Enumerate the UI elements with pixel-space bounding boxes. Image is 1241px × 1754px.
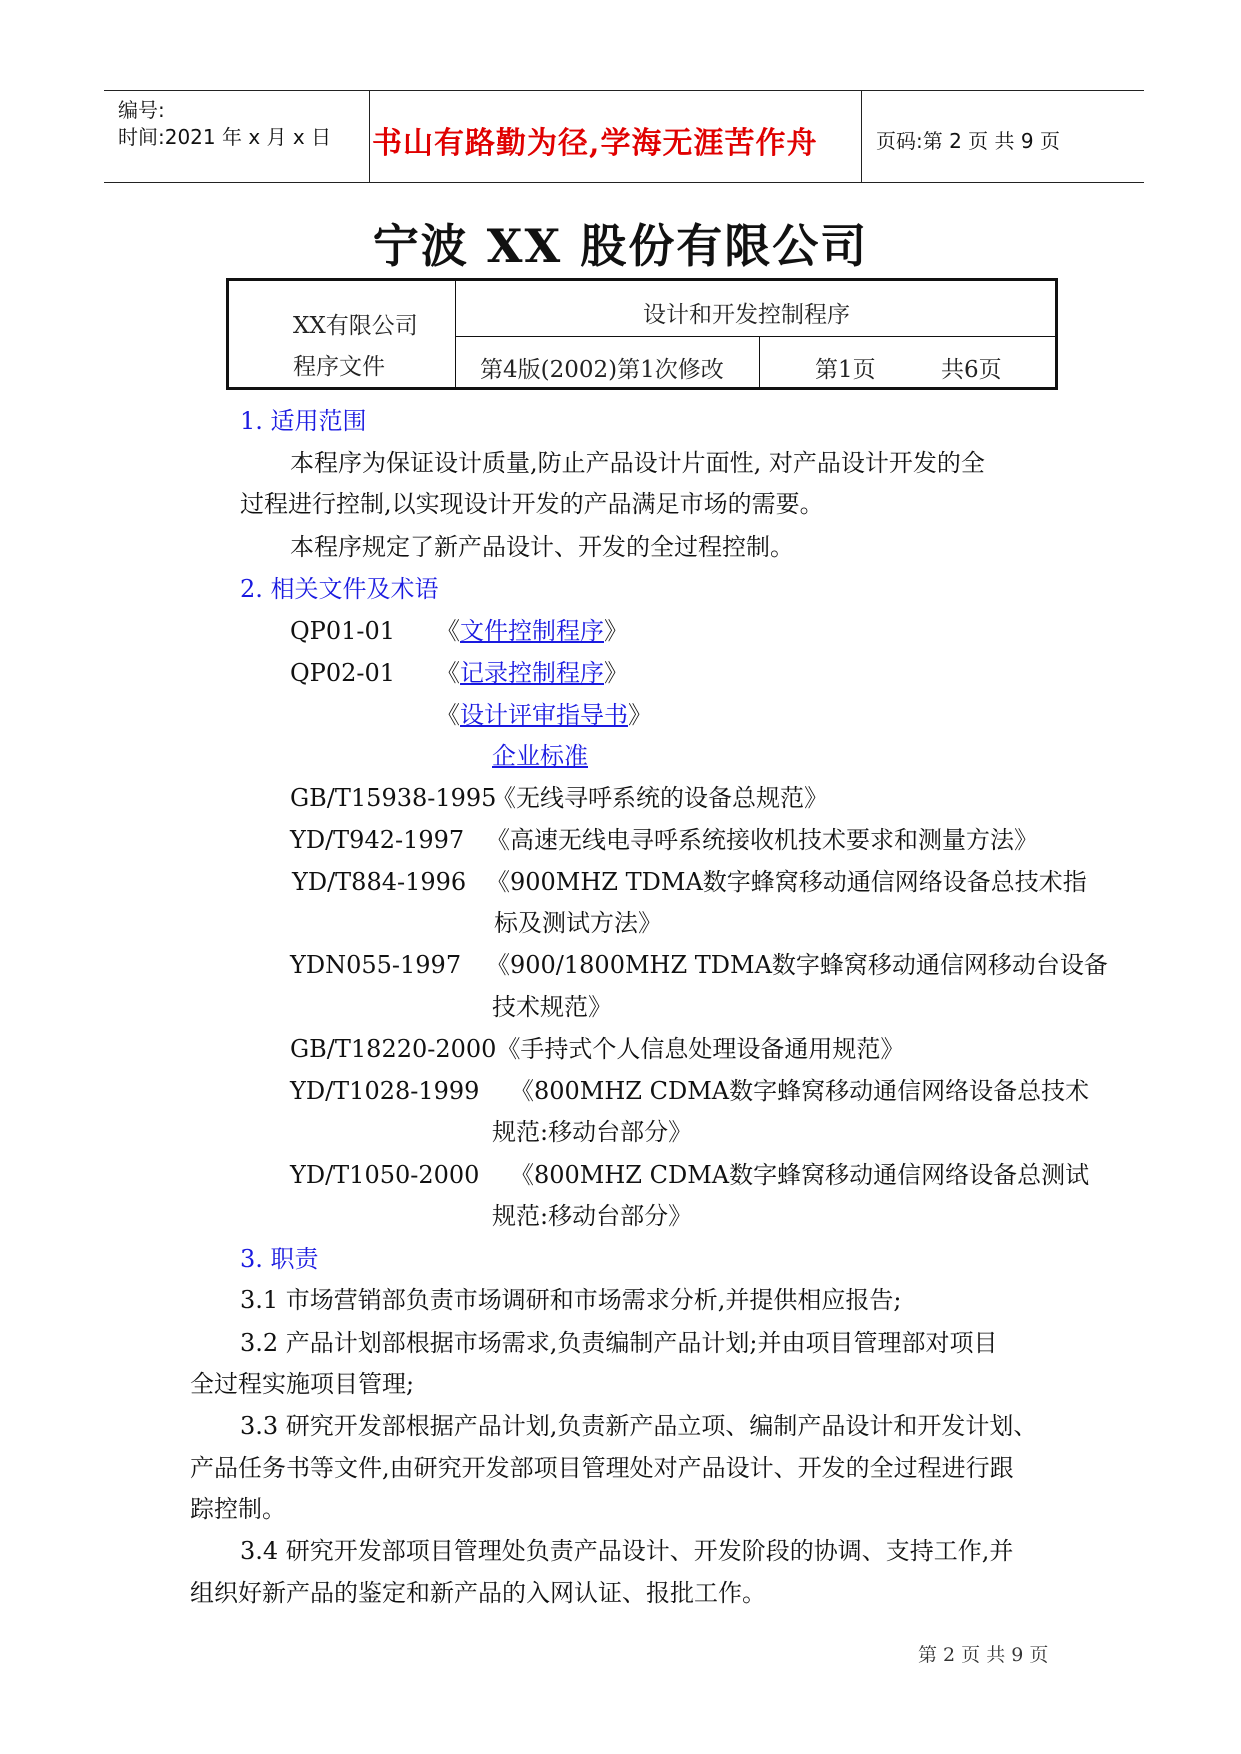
table-divider-page [759,336,760,387]
reference-title-continued: 标及测试方法》 [494,909,662,937]
reference-link-record-control[interactable]: 记录控制程序 [460,659,604,687]
duty-3-2b: 全过程实施项目管理; [190,1370,415,1398]
table-divider-horizontal [455,336,1058,337]
header-divider-left [369,90,370,182]
section-3-title: 3. 职责 [240,1245,319,1273]
duty-3-4b: 组织好新产品的鉴定和新产品的入网认证、报批工作。 [190,1579,766,1607]
reference-title-continued: 规范:移动台部分》 [492,1202,693,1230]
section-1-paragraph-2: 本程序规定了新产品设计、开发的全过程控制。 [290,533,794,561]
company-title: 宁波 XX 股份有限公司 [372,219,869,273]
reference-link-enterprise-standard[interactable]: 企业标准 [492,742,588,770]
reference-line: GB/T18220-2000《手持式个人信息处理设备通用规范》 [290,1035,905,1063]
document-title-table [226,278,1058,390]
reference-title-continued: 技术规范》 [492,993,612,1021]
document-number-label: 编号: [118,98,165,122]
table-divider-vertical [455,281,456,387]
duty-3-3c: 踪控制。 [190,1495,286,1523]
reference-link-design-review[interactable]: 设计评审指导书 [460,701,628,729]
reference-title: 《800MHZ CDMA数字蜂窝移动通信网络设备总技术 [510,1077,1090,1105]
reference-code: YDN055-1997 [290,951,462,979]
header-page-label: 页码:第 2 页 共 9 页 [876,129,1060,153]
header-bottom-rule [104,182,1144,183]
duty-3-1: 3.1 市场营销部负责市场调研和市场需求分析,并提供相应报告; [240,1286,902,1314]
reference-code: YD/T1028-1999 [290,1077,480,1105]
reference-code: YD/T884-1996 [292,868,467,896]
duty-3-4a: 3.4 研究开发部项目管理处负责产品设计、开发阶段的协调、支持工作,并 [240,1537,1014,1565]
duty-3-2a: 3.2 产品计划部根据市场需求,负责编制产品计划;并由项目管理部对项目 [240,1329,998,1357]
reference-link-document-control[interactable]: 文件控制程序 [460,617,604,645]
reference-code: QP01-01 [290,617,396,645]
section-1-paragraph-1b: 过程进行控制,以实现设计开发的产品满足市场的需要。 [240,490,824,518]
reference-title-continued: 规范:移动台部分》 [492,1118,693,1146]
table-doc-type: 程序文件 [293,354,385,380]
reference-code: QP02-01 [290,659,396,687]
section-1-paragraph-1a: 本程序为保证设计质量,防止产品设计片面性, 对产品设计开发的全 [290,449,985,477]
reference-link-row: 《文件控制程序》 [436,617,628,645]
reference-title: 《800MHZ CDMA数字蜂窝移动通信网络设备总测试 [510,1161,1090,1189]
document-time-label: 时间:2021 年 x 月 x 日 [118,125,332,149]
reference-link-row [492,741,588,771]
duty-3-3a: 3.3 研究开发部根据产品计划,负责新产品立项、编制产品设计和开发计划、 [240,1412,1038,1440]
page-footer: 第 2 页 共 9 页 [918,1644,1049,1666]
table-page: 第1页 [815,357,876,383]
reference-code: YD/T942-1997 [290,826,465,854]
reference-title: 《高速无线电寻呼系统接收机技术要求和测量方法》 [486,826,1038,854]
table-total-pages: 共6页 [941,357,1002,383]
reference-link-row: 《记录控制程序》 [436,659,628,687]
header-top-rule [104,90,1144,91]
table-doc-name: 设计和开发控制程序 [643,302,850,328]
table-version: 第4版(2002)第1次修改 [480,357,724,383]
reference-title: 《900/1800MHZ TDMA数字蜂窝移动通信网移动台设备 [486,951,1108,979]
section-2-title: 2. 相关文件及术语 [240,575,439,603]
section-1-title: 1. 适用范围 [240,407,367,435]
reference-title: 《900MHZ TDMA数字蜂窝移动通信网络设备总技术指 [486,868,1087,896]
reference-code: GB/T15938-1995 [290,784,497,812]
reference-link-row: 《设计评审指导书》 [436,701,652,729]
table-org-name: XX有限公司 [293,313,418,339]
header-motto: 书山有路勤为径,学海无涯苦作舟 [372,126,818,161]
reference-title: 《无线寻呼系统的设备总规范》 [492,784,828,812]
reference-code: YD/T1050-2000 [290,1161,480,1189]
duty-3-3b: 产品任务书等文件,由研究开发部项目管理处对产品设计、开发的全过程进行跟 [190,1454,1014,1482]
